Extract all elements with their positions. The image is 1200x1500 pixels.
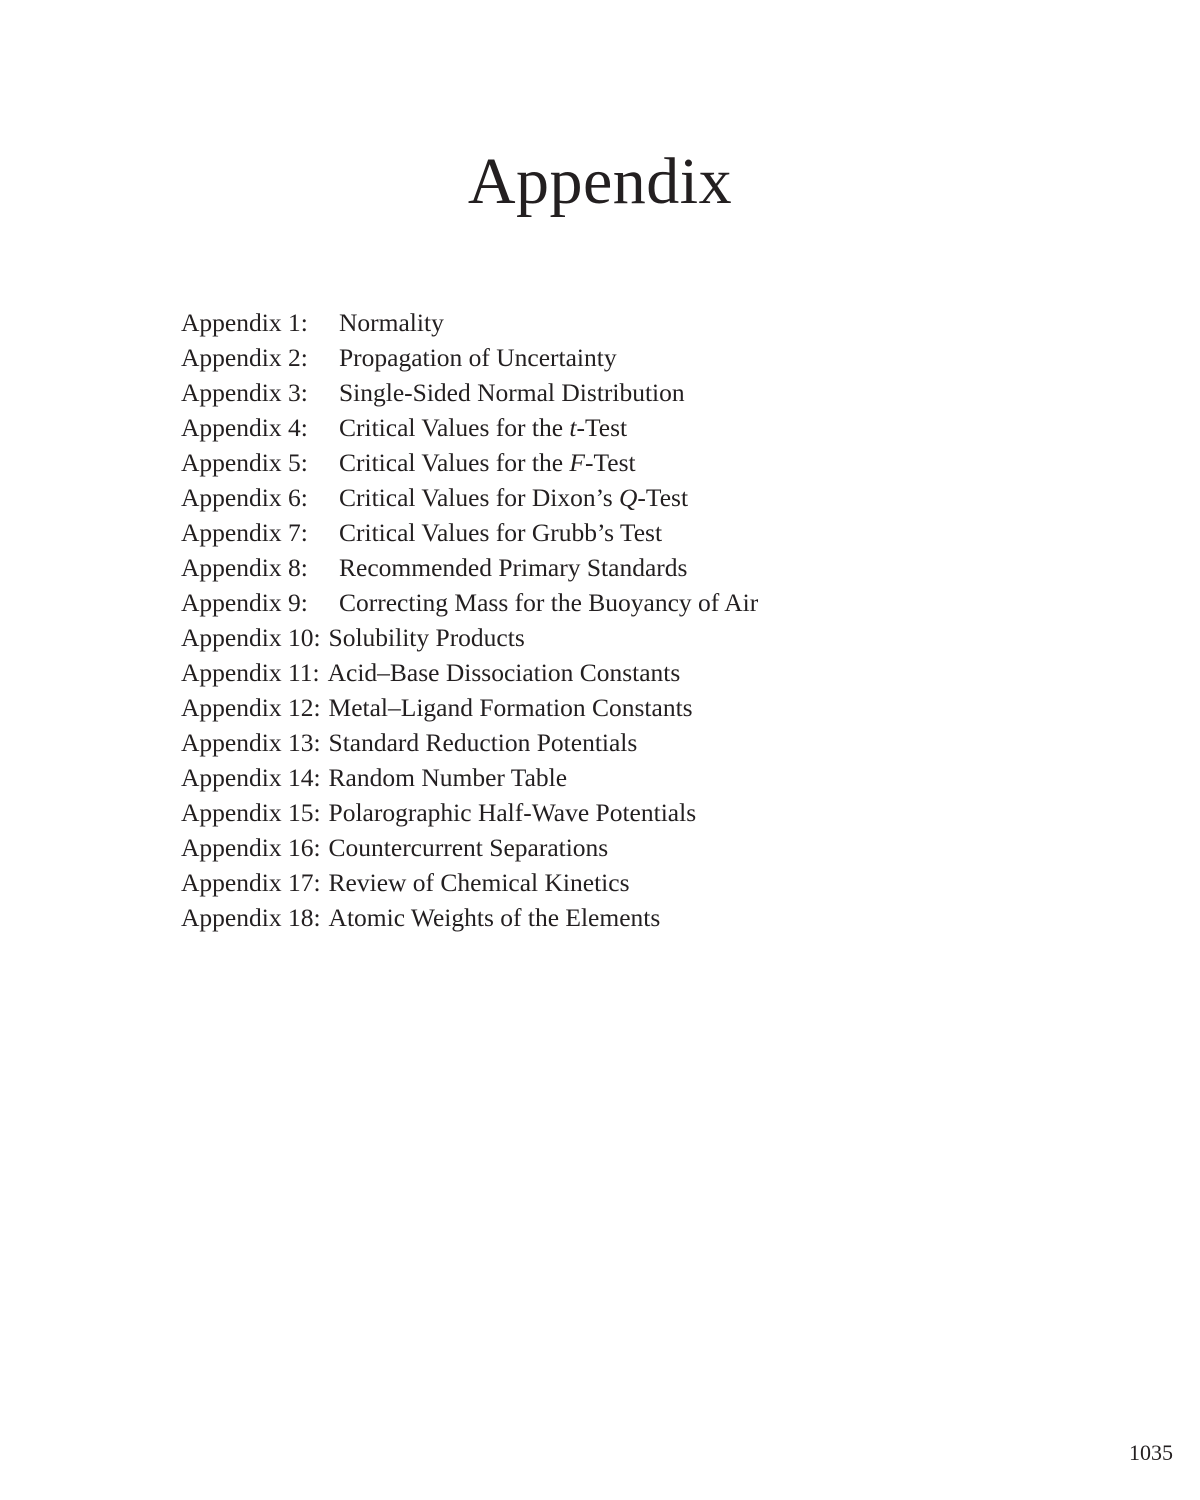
toc-item-title: Metal–Ligand Formation Constants [328,693,693,722]
toc-item-title-text: -Test [637,483,689,512]
toc-item-appendix-2[interactable] [181,340,881,375]
page-title: Appendix [467,145,733,218]
toc-item-title: Solubility Products [328,623,525,652]
toc-item-label: Appendix 16: [181,833,321,862]
toc-item-appendix-4[interactable] [181,410,881,445]
toc-item-title: Countercurrent Separations [328,833,609,862]
toc-item-appendix-1[interactable] [181,305,881,340]
toc-item-title-symbol: t [569,413,577,442]
toc-item-label: Appendix 17: [181,868,321,897]
toc-item-appendix-12[interactable] [181,690,881,725]
toc-item-title-text: -Test [584,448,636,477]
toc-item-label: Appendix 3: [181,378,308,407]
toc-item-title: Acid–Base Dissociation Constants [327,658,681,687]
toc-item-title: Normality [339,308,444,337]
toc-item-appendix-9[interactable] [181,585,881,620]
table-of-contents [181,305,881,935]
toc-item-label: Appendix 13: [181,728,321,757]
toc-item-label: Appendix 1: [181,308,308,337]
toc-item-title: Random Number Table [328,763,568,792]
toc-item-appendix-16[interactable] [181,830,881,865]
toc-item-appendix-7[interactable] [181,515,881,550]
toc-item-appendix-11[interactable] [181,655,881,690]
toc-item-title-text: -Test [576,413,628,442]
toc-item-title [339,480,688,515]
toc-item-label: Appendix 15: [181,798,321,827]
toc-item-label: Appendix 5: [181,448,308,477]
toc-item-title: Propagation of Uncertainty [339,343,617,372]
toc-item-title-symbol: F [569,448,585,477]
toc-item-title: Correcting Mass for the Buoyancy of Air [339,588,759,617]
toc-item-appendix-8[interactable] [181,550,881,585]
toc-item-title-text: Critical Values for the [339,413,570,442]
toc-item-label: Appendix 12: [181,693,321,722]
toc-item-label: Appendix 10: [181,623,321,652]
toc-item-appendix-14[interactable] [181,760,881,795]
toc-item-appendix-10[interactable] [181,620,881,655]
toc-item-title [339,410,627,445]
toc-item-appendix-5[interactable] [181,445,881,480]
toc-item-label: Appendix 4: [181,413,308,442]
toc-item-appendix-17[interactable] [181,865,881,900]
toc-item-title-symbol: Q [619,483,638,512]
toc-item-appendix-6[interactable] [181,480,881,515]
toc-item-label: Appendix 7: [181,518,308,547]
toc-item-label: Appendix 11: [181,658,320,687]
toc-item-label: Appendix 2: [181,343,308,372]
toc-item-label: Appendix 8: [181,553,308,582]
toc-item-title: Atomic Weights of the Elements [328,903,661,932]
toc-item-title-text: Critical Values for the [339,448,570,477]
toc-item-title: Recommended Primary Standards [339,553,688,582]
toc-item-appendix-3[interactable] [181,375,881,410]
toc-item-appendix-13[interactable] [181,725,881,760]
toc-item-title: Polarographic Half-Wave Potentials [328,798,697,827]
toc-item-label: Appendix 14: [181,763,321,792]
toc-item-title: Review of Chemical Kinetics [328,868,630,897]
page-number: 1035 [1129,1440,1173,1465]
toc-item-title: Single-Sided Normal Distribution [339,378,685,407]
toc-item-title: Critical Values for Grubb’s Test [339,518,663,547]
toc-item-label: Appendix 9: [181,588,308,617]
toc-item-appendix-18[interactable] [181,900,881,935]
toc-item-label: Appendix 18: [181,903,321,932]
toc-item-title [339,445,636,480]
toc-item-title-text: Critical Values for Dixon’s [339,483,619,512]
toc-item-title: Standard Reduction Potentials [328,728,638,757]
toc-item-appendix-15[interactable] [181,795,881,830]
toc-item-label: Appendix 6: [181,483,308,512]
